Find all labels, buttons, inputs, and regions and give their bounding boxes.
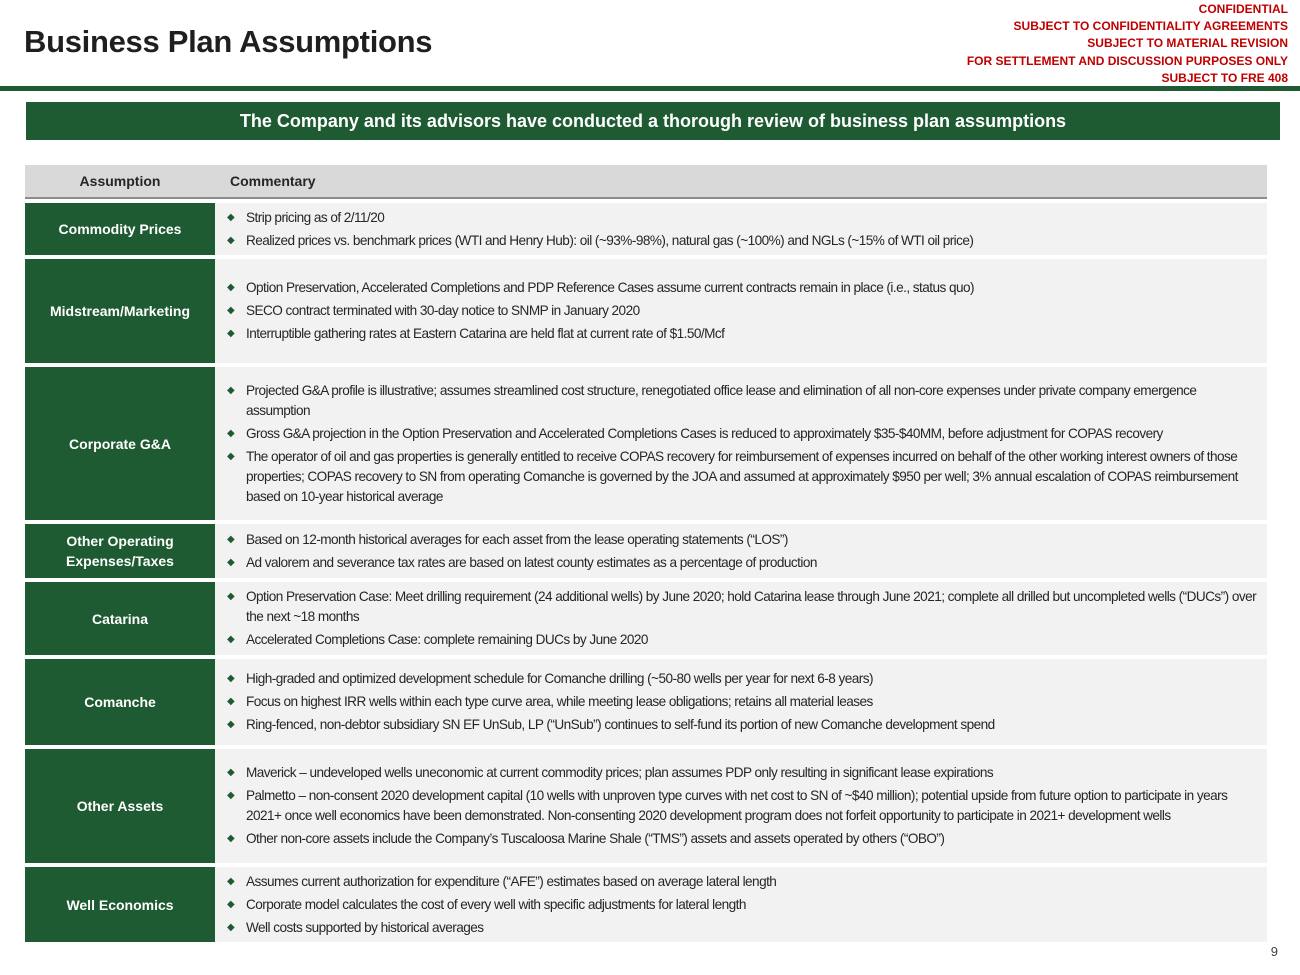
- commentary-bullet: [227, 553, 1259, 573]
- commentary-cell: [215, 524, 1267, 578]
- confidential-line: SUBJECT TO CONFIDENTIALITY AGREEMENTS: [1013, 19, 1288, 34]
- commentary-cell: [215, 749, 1267, 863]
- commentary-bullet: [227, 587, 1259, 627]
- commentary-bullet: [227, 918, 1259, 938]
- diamond-bullet-icon: ◆: [227, 634, 235, 645]
- bullet-text: Assumes current authorization for expenditure (“AFE”) estimates based on average lateral length: [246, 873, 777, 889]
- assumption-column-header: Assumption: [79, 173, 161, 189]
- diamond-bullet-icon: ◆: [227, 282, 235, 293]
- commentary-bullet: [227, 763, 1259, 783]
- commentary-cell: [215, 203, 1267, 255]
- commentary-bullet: [227, 301, 1259, 321]
- diamond-bullet-icon: ◆: [227, 719, 235, 730]
- bullet-text: Ad valorem and severance tax rates are based on latest county estimates as a percentage of production: [246, 554, 817, 570]
- bullet-text: Accelerated Completions Case: complete remaining DUCs by June 2020: [246, 632, 648, 647]
- commentary-bullet: [227, 872, 1259, 892]
- table-row: [25, 259, 1267, 363]
- bullet-text: Focus on highest IRR wells within each type curve area, while meeting lease obligations; retains all material leases: [246, 694, 873, 709]
- bullet-text: Option Preservation Case: Meet drilling requirement (24 additional wells) by June 2020; hold Catarina lease through June 2021; complete all drilled but uncompleted wells (“DUCs”) over the next ~18 months: [246, 589, 1257, 624]
- confidential-line: CONFIDENTIAL: [1198, 2, 1288, 16]
- bullet-text: Gross G&A projection in the Option Preservation and Accelerated Completions Cases is reduced to approximately $35-$40MM, before adjustment for COPAS recovery: [246, 425, 1163, 441]
- confidential-line: FOR SETTLEMENT AND DISCUSSION PURPOSES ONLY: [966, 53, 1288, 68]
- assumption-label: Well Economics: [25, 867, 215, 942]
- bullet-text: Interruptible gathering rates at Eastern Catarina are held flat at current rate of $1.50/Mcf: [246, 326, 725, 341]
- table-body: [25, 203, 1267, 942]
- diamond-bullet-icon: ◆: [227, 211, 235, 223]
- commentary-cell: [215, 259, 1267, 363]
- diamond-bullet-icon: ◆: [227, 696, 235, 707]
- confidential-line: SUBJECT TO FRE 408: [1161, 70, 1288, 85]
- diamond-bullet-icon: ◆: [227, 767, 235, 778]
- bullet-text: Corporate model calculates the cost of every well with specific adjustments for lateral length: [246, 896, 746, 912]
- bullet-text: The operator of oil and gas properties is generally entitled to receive COPAS recovery for reimbursement of expenses incurred on behalf of the other working interest owners of those properties; COPAS recovery to SN from operating Comanche is governed by the JOA and assumed at approximately $950 per well; 3% annual escalation of COPAS reimbursement based on 10-year historical average: [246, 448, 1238, 504]
- diamond-bullet-icon: ◆: [227, 833, 235, 844]
- commentary-bullet: [227, 324, 1259, 344]
- confidentiality-notice: [967, 1, 1288, 87]
- commentary-bullet: [227, 829, 1259, 849]
- diamond-bullet-icon: ◆: [227, 921, 235, 933]
- diamond-bullet-icon: ◆: [227, 673, 235, 684]
- commentary-bullet: [227, 447, 1259, 507]
- assumptions-table: [25, 165, 1267, 942]
- page-title: Business Plan Assumptions: [24, 24, 433, 59]
- bullet-text: SECO contract terminated with 30-day notice to SNMP in January 2020: [246, 303, 640, 318]
- diamond-bullet-icon: ◆: [227, 384, 235, 396]
- commentary-bullet: [227, 692, 1259, 712]
- bullet-text: Palmetto – non-consent 2020 development capital (10 wells with unproven type curves with net cost to SN of ~$40 million); potential upside from future option to participate in years 2021+ once well economics have been demonstrated. Non-consenting 2020 development program does not forfeit opportunity to participate in 2021+ development wells: [246, 788, 1228, 823]
- diamond-bullet-icon: ◆: [227, 898, 235, 910]
- bullet-text: Realized prices vs. benchmark prices (WTI and Henry Hub): oil (~93%-98%), natural gas (~100%) and NGLs (~15% of WTI oil price): [246, 232, 974, 248]
- assumption-label: Commodity Prices: [25, 203, 215, 255]
- commentary-bullet: [227, 786, 1259, 826]
- table-row: [25, 749, 1267, 863]
- diamond-bullet-icon: ◆: [227, 305, 235, 316]
- diamond-bullet-icon: ◆: [227, 234, 235, 246]
- bullet-text: High-graded and optimized development schedule for Comanche drilling (~50-80 wells per year for next 6-8 years): [246, 671, 873, 686]
- page-number: 9: [1270, 944, 1278, 959]
- commentary-cell: [215, 367, 1267, 520]
- bullet-text: Based on 12-month historical averages for each asset from the lease operating statements (“LOS”): [246, 531, 788, 547]
- bullet-text: Other non-core assets include the Company’s Tuscaloosa Marine Shale (“TMS”) assets and assets operated by others (“OBO”): [246, 831, 945, 846]
- assumption-label: Comanche: [25, 659, 215, 745]
- table-row: [25, 367, 1267, 520]
- diamond-bullet-icon: ◆: [227, 450, 235, 462]
- commentary-cell: [215, 582, 1267, 655]
- assumption-label: Corporate G&A: [25, 367, 215, 520]
- bullet-text: Well costs supported by historical averages: [246, 919, 484, 935]
- table-row: [25, 659, 1267, 745]
- diamond-bullet-icon: ◆: [227, 533, 235, 545]
- commentary-bullet: [227, 424, 1259, 444]
- commentary-cell: [215, 659, 1267, 745]
- summary-banner: The Company and its advisors have conducted a thorough review of business plan assumptions: [26, 102, 1280, 140]
- commentary-bullet: [227, 208, 1259, 228]
- table-row: [25, 582, 1267, 655]
- assumption-label: Catarina: [25, 582, 215, 655]
- table-row: [25, 203, 1267, 255]
- commentary-bullet: [227, 630, 1259, 650]
- table-row: [25, 524, 1267, 578]
- bullet-text: Projected G&A profile is illustrative; assumes streamlined cost structure, renegotiated office lease and elimination of all non-core expenses under private company emergence assumption: [246, 382, 1197, 418]
- header-divider: [0, 86, 1300, 91]
- diamond-bullet-icon: ◆: [227, 328, 235, 339]
- commentary-bullet: [227, 715, 1259, 735]
- bullet-text: Strip pricing as of 2/11/20: [246, 209, 385, 225]
- commentary-bullet: [227, 278, 1259, 298]
- commentary-bullet: [227, 231, 1259, 251]
- table-row: [25, 867, 1267, 942]
- commentary-bullet: [227, 669, 1259, 689]
- diamond-bullet-icon: ◆: [227, 790, 235, 801]
- diamond-bullet-icon: ◆: [227, 875, 235, 887]
- bullet-text: Maverick – undeveloped wells uneconomic at current commodity prices; plan assumes PDP only resulting in significant lease expirations: [246, 765, 994, 780]
- diamond-bullet-icon: ◆: [227, 591, 235, 602]
- diamond-bullet-icon: ◆: [227, 556, 235, 568]
- assumption-label: Midstream/Marketing: [25, 259, 215, 363]
- bullet-text: Ring-fenced, non-debtor subsidiary SN EF UnSub, LP (“UnSub”) continues to self-fund its portion of new Comanche development spend: [246, 717, 995, 732]
- commentary-column-header: Commentary: [230, 173, 316, 189]
- commentary-cell: [215, 867, 1267, 942]
- assumption-label: Other Operating Expenses/Taxes: [25, 524, 215, 578]
- bullet-text: Option Preservation, Accelerated Completions and PDP Reference Cases assume current contracts remain in place (i.e., status quo): [246, 280, 974, 295]
- assumption-label: Other Assets: [25, 749, 215, 863]
- diamond-bullet-icon: ◆: [227, 427, 235, 439]
- commentary-bullet: [227, 530, 1259, 550]
- commentary-bullet: [227, 381, 1259, 421]
- commentary-bullet: [227, 895, 1259, 915]
- table-header: [25, 165, 1267, 199]
- confidential-line: SUBJECT TO MATERIAL REVISION: [1087, 36, 1288, 51]
